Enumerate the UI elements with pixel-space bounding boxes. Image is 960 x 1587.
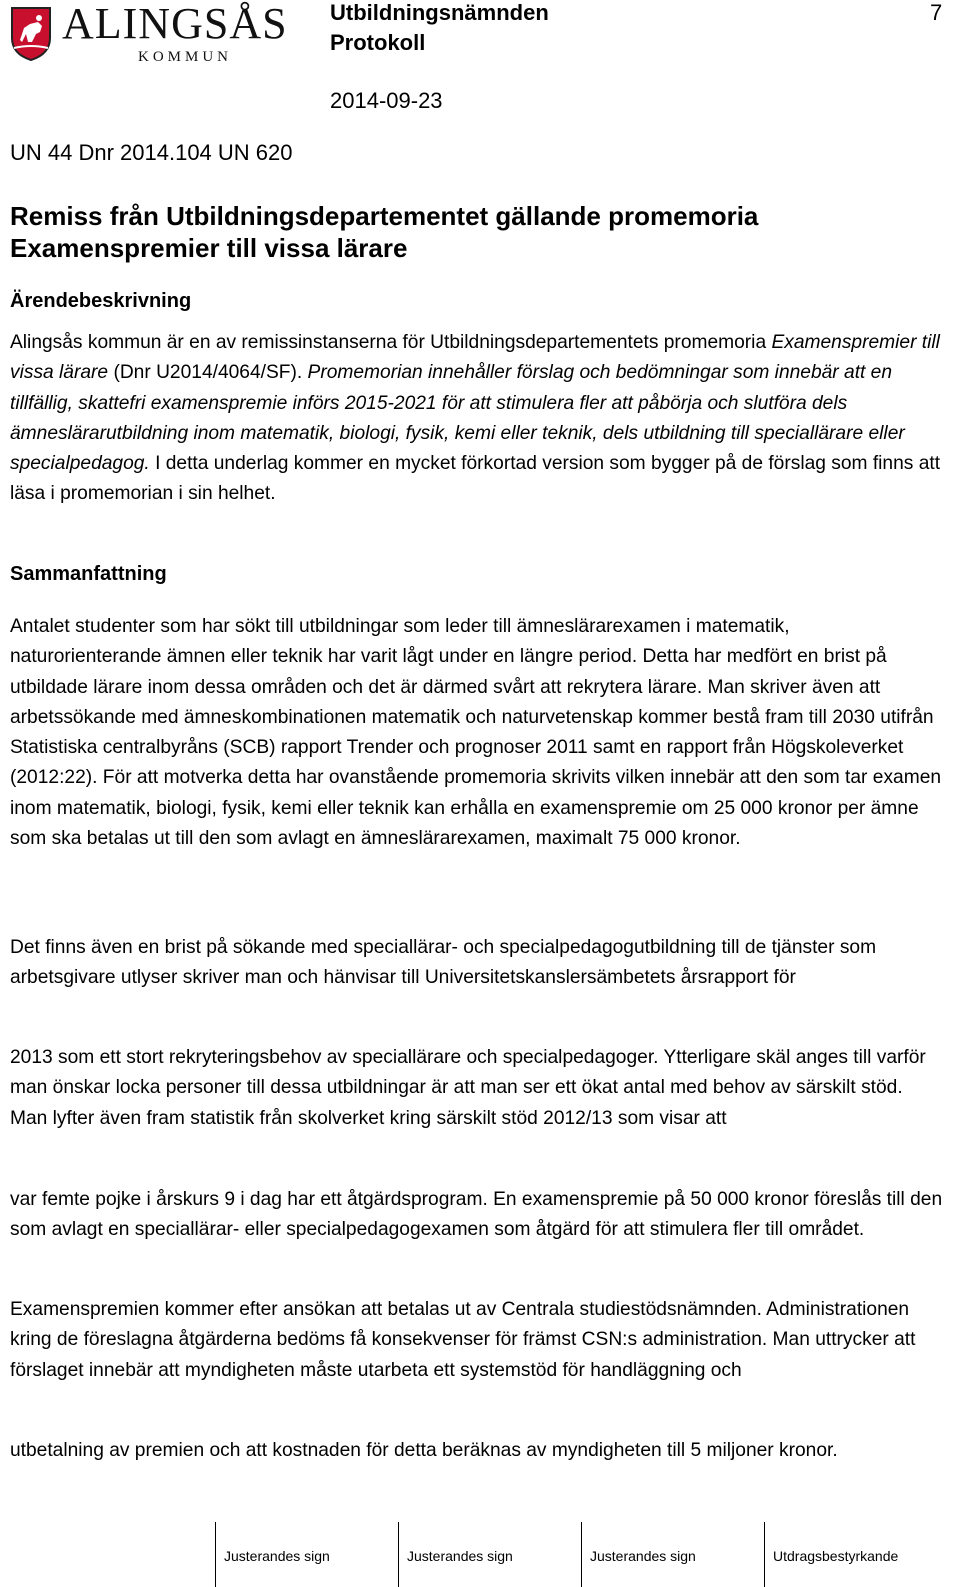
summary-paragraph-6 (10, 1436, 945, 1466)
signature-label-1: Justerandes sign (224, 1548, 330, 1564)
coat-of-arms-icon (10, 4, 52, 62)
description-heading: Ärendebeskrivning (10, 290, 192, 312)
paragraph-text: Det finns även en brist på sökande med speciallärar- och specialpedagogutbildning till de tjänster som arbetsgivare utlyser skriver man och hänvisar till Universitetskanslersämbetets årsrapport för (10, 937, 877, 989)
summary-paragraph-5 (10, 1295, 945, 1386)
description-text-2: Examenspremier till vissa lärare (10, 332, 940, 384)
certification-label: Utdragsbestyrkande (773, 1548, 899, 1564)
signature-divider (581, 1522, 582, 1587)
description-text-5: I detta underlag kommer en mycket förkortad version som bygger på de förslag som finns att läsa i promemorian i sin helhet. (10, 453, 941, 505)
description-text-1: Alingsås kommun är en av remissinstanserna för Utbildningsdepartementets promemoria (10, 332, 772, 353)
description-text-4: Promemorian innehåller förslag och bedömningar som innebär att en tillfällig, skattefri examenspremie införs 2015-2021 för att stimulera fler att påbörja och slutföra dels ämneslärarutbildning inom matematik, biologi, fysik, kemi eller teknik, dels utbildning till speciallärare eller specialpedagog. (10, 362, 905, 475)
document-type: Protokoll (330, 30, 426, 55)
paragraph-text: var femte pojke i årskurs 9 i dag har ett åtgärdsprogram. En examenspremie på 50 000 kronor föreslås till den som avlagt en speciallärar- eller specialpedagogexamen som åtgärd för att stimulera fler till området. (10, 1189, 943, 1241)
logo-name: ALINGSÅS (62, 0, 288, 48)
page-number: 7 (930, 0, 943, 25)
signature-divider (215, 1522, 216, 1587)
paragraph-text: Antalet studenter som har sökt till utbildningar som leder till ämneslärarexamen i matematik, naturorienterande ämnen eller teknik har varit lågt under en längre period. Detta har medfört en brist på utbildade lärare inom dessa områden och det är därmed svårt att rekrytera lärare. Man skriver även att arbetssökande med ämneskombinationen matematik och naturvetenskap kommer bestå fram till 2030 utifrån Statistiska centralbyråns (SCB) rapport Trender och prognoser 2011 samt en rapport från Högskoleverket (2012:22). För att motverka detta har ovanstående promemoria skrivits vilken innebär att den som tar examen inom matematik, biologi, fysik, kemi eller teknik kan erhålla en examenspremie om 25 000 kronor per ämne som ska betalas ut till den som avlagt en ämneslärarexamen, maximalt 75 000 kronor. (10, 616, 942, 850)
document-title: Remiss från Utbildningsdepartementet gällande promemoria Examenspremier till vissa lärare (10, 201, 759, 263)
case-number: UN 44 Dnr 2014.104 UN 620 (10, 140, 293, 165)
summary-heading: Sammanfattning (10, 563, 167, 585)
signature-label-3: Justerandes sign (590, 1548, 696, 1564)
summary-paragraph-2 (10, 933, 945, 994)
board-name: Utbildningsnämnden (330, 0, 549, 25)
signature-divider (398, 1522, 399, 1587)
paragraph-text: Examenspremien kommer efter ansökan att betalas ut av Centrala studiestödsnämnden. Administrationen kring de föreslagna åtgärderna bedöms få konsekvenser för främst CSN:s administration. Man uttrycker att förslaget innebär att myndigheten måste utarbeta ett systemstöd för handläggning och (10, 1299, 916, 1381)
summary-paragraph-4 (10, 1185, 945, 1246)
paragraph-text: utbetalning av premien och att kostnaden för detta beräknas av myndigheten till 5 miljoner kronor. (10, 1440, 838, 1461)
summary-paragraph-1 (10, 612, 945, 854)
signature-divider (764, 1522, 765, 1587)
description-paragraph (10, 328, 945, 510)
logo-subtitle: KOMMUN (138, 49, 233, 65)
signature-label-2: Justerandes sign (407, 1548, 513, 1564)
alingsas-logo (10, 2, 310, 68)
meeting-date: 2014-09-23 (330, 88, 443, 113)
summary-paragraph-3 (10, 1043, 945, 1134)
description-text-3: (Dnr U2014/4064/SF). (108, 362, 308, 384)
paragraph-text: 2013 som ett stort rekryteringsbehov av speciallärare och specialpedagoger. Ytterligare skäl anges till varför man önskar locka personer till dessa utbildningar är att man ser ett ökat antal med behov av särskilt stöd. Man lyfter även fram statistik från skolverket kring särskilt stöd 2012/13 som visar att (10, 1047, 926, 1129)
